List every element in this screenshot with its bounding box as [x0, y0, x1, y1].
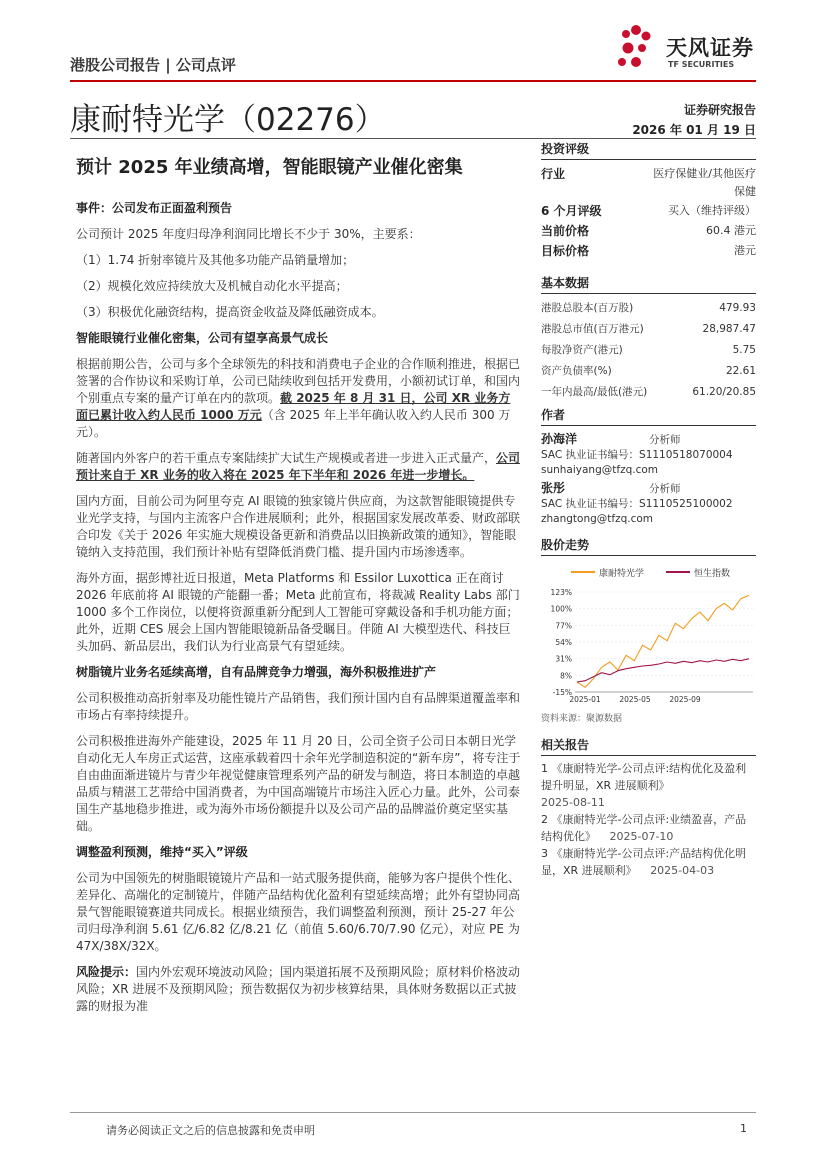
rating-box [541, 140, 756, 261]
paragraph: 公司积极推动高折射率及功能性镜片产品销售，我们预计国内自有品牌渠道覆盖率和市场占有率持续提升。 [76, 691, 521, 722]
title-rule [70, 138, 756, 139]
paragraph [76, 356, 522, 441]
main-body [76, 200, 522, 1024]
legend-label: 恒生指数 [694, 569, 731, 579]
paragraph: 公司预计 2025 年度归母净利润同比增长不少于 30%，主要系： [76, 227, 421, 241]
related-date: 2025-04-03 [650, 864, 715, 877]
x-tick-label: 2025-05 [619, 695, 651, 704]
basic-key: 资产负债率(%) [541, 365, 612, 377]
y-tick-label: 77% [555, 621, 572, 631]
basic-data-box [541, 274, 756, 403]
rating-key: 当前价格 [541, 224, 590, 238]
y-tick-label: 100% [550, 604, 572, 614]
paragraph: （2）规模化效应持续放大及机械自动化水平提高； [76, 279, 348, 293]
author-sac: SAC 执业证书编号：S1110518070004 [541, 449, 733, 461]
author-entry [541, 432, 756, 478]
basic-key: 一年内最高/最低(港元) [541, 386, 648, 398]
risk-label: 风险提示： [76, 965, 137, 979]
paragraph: （3）积极优化融资结构，提高资金收益及降低融资成本。 [76, 305, 384, 319]
related-item[interactable] [541, 811, 756, 845]
section-heading: 树脂镜片业务名延续高增，自有品牌竞争力增强，海外积极推进扩产 [76, 665, 437, 679]
basic-row [541, 340, 756, 361]
related-reports-box [541, 736, 756, 879]
basic-data-title: 基本数据 [541, 274, 756, 294]
chart-source: 资料来源：聚源数据 [541, 714, 623, 724]
author-name: 孙海洋 [541, 432, 578, 446]
paragraph: 海外方面，据彭博社近日报道，Meta Platforms 和 Essilor Luxottica 正在商讨 2026 年底前将 AI 眼镜的产能翻一番；Meta 此前宣布，将裁减 Reality Labs 部门 1000 多个工作岗位，以便将资源重新分配到人工智能可穿戴设备和手机功能方面；此外，近期 CES 展会上国内智能眼镜新品备受瞩目。伴随 AI 大模型迭代、科技巨头加码、新品层出，我们认为行业高景气有望延续。 [76, 571, 520, 653]
report-date: 2026 年 01 月 19 日 [632, 123, 756, 137]
basic-value: 28,987.47 [702, 323, 756, 335]
related-title: 相关报告 [541, 736, 756, 756]
basic-value: 61.20/20.85 [692, 386, 756, 398]
logo-text: 天风证券 [666, 36, 754, 60]
highlight-text: 截 2025 年 8 月 31 日，公司 XR 业务方面已累计收入约人民币 1000 万元 [76, 391, 511, 422]
y-tick-label: 8% [560, 671, 572, 681]
index-line [577, 659, 749, 682]
rating-value: 港元 [734, 244, 756, 257]
footer-rule [70, 1112, 756, 1113]
related-item[interactable] [541, 760, 756, 811]
legend-label: 康耐特光学 [599, 569, 645, 579]
paragraph: 公司积极推进海外产能建设，2025 年 11 月 20 日，公司全资子公司日本朝日光学自动化无人车房正式运营，这座承载着四十余年光学制造积淀的“新车房”，将专注于自由曲面渐进镜片与青少年视觉健康管理系列产品的研发与制造，将日本制造的卓越品质与精湛工艺带给中国消费者，为中国高端镜片市场注入匠心力量。此外，公司泰国生产基地稳步推进，或为海外市场份额提升以及公司产品的品牌溢价奠定坚实基础。 [76, 734, 521, 833]
risk-paragraph [76, 964, 522, 1015]
rating-key: 目标价格 [541, 244, 590, 258]
y-tick-label: -15% [552, 688, 572, 697]
stock-chart [541, 564, 756, 709]
related-item[interactable] [541, 845, 756, 879]
author-role: 分析师 [649, 434, 681, 446]
related-text: 3 《康耐特光学-公司点评:产品结构优化明显，XR 进展顺利》 [541, 847, 747, 877]
y-tick-label: 54% [555, 638, 572, 647]
report-type: 证券研究报告 [683, 103, 756, 117]
related-date: 2025-07-10 [609, 830, 674, 843]
paragraph-text: 随著国内外客户的若干重点专案陆续扩大试生产规模或者进一步进入正式量产， [76, 451, 497, 465]
section-heading: 智能眼镜行业催化密集，公司有望享高景气成长 [76, 331, 329, 345]
author-email[interactable]: zhangtong@tfzq.com [541, 513, 654, 525]
authors-title: 作者 [541, 406, 756, 426]
paragraph: 国内方面，目前公司为阿里夸克 AI 眼镜的独家镜片供应商，为这款智能眼镜提供专业光学支持，与国内主流客户合作进展顺利；此外，根据国家发展改革委、财政部联合印发《关于 2026 年实施大规模设备更新和消费品以旧换新政策的通知》，智能眼镜纳入支持范围，我们预计补贴有望降低消费门槛、提升国内市场渗透率。 [76, 494, 521, 559]
rating-row [541, 164, 756, 201]
stock-chart-title: 股价走势 [541, 536, 756, 556]
breadcrumb: 港股公司报告 | 公司点评 [70, 56, 236, 74]
paragraph: （1）1.74 折射率镜片及其他多功能产品销量增加； [76, 253, 355, 267]
rating-row [541, 201, 756, 221]
paragraph-text: （含 2025 年上半年确认收入约人民币 300 万元）。 [76, 408, 511, 439]
author-email[interactable]: sunhaiyang@tfzq.com [541, 464, 659, 476]
logo-subtitle: TF SECURITIES [668, 60, 735, 69]
basic-key: 港股总股本(百万股) [541, 302, 634, 314]
related-date: 2025-08-11 [541, 796, 605, 809]
section-heading: 事件：公司发布正面盈利预告 [76, 201, 233, 215]
highlight-text: 公司预计来自于 XR 业务的收入将在 2025 年下半年和 2026 年进一步增长。 [76, 451, 521, 482]
basic-key: 港股总市值(百万港元) [541, 323, 644, 335]
related-text: 2 《康耐特光学-公司点评:业绩盈喜，产品结构优化》 [541, 813, 747, 843]
company-title: 康耐特光学（02276） [70, 102, 386, 138]
basic-row [541, 319, 756, 340]
rating-key: 6 个月评级 [541, 204, 602, 218]
headline: 预计 2025 年业绩高增，智能眼镜产业催化密集 [76, 157, 463, 178]
basic-value: 22.61 [725, 365, 756, 377]
risk-text: 国内外宏观环境波动风险；国内渠道拓展不及预期风险；原材料价格波动风险；XR 进展不及预期风险；预告数据仅为初步核算结果，具体财务数据以正式披露的财报为准 [76, 965, 521, 1013]
page-number: 1 [740, 1122, 747, 1135]
rating-key: 行业 [541, 167, 566, 181]
rating-value: 60.4 港元 [706, 224, 756, 237]
author-sac: SAC 执业证书编号：S1110525100002 [541, 498, 733, 510]
authors-box [541, 406, 756, 527]
basic-row [541, 298, 756, 319]
footer-disclaimer[interactable]: 请务必阅读正文之后的信息披露和免责申明 [106, 1124, 315, 1137]
paragraph-text: 根据前期公告，公司与多个全球领先的科技和消费电子企业的合作顺利推进，根据已签署的合作协议和采购订单，公司已陆续收到包括开发费用，小额初试订单，和国内个别重点专案的量产订单在内的款项。 [76, 357, 521, 405]
author-role: 分析师 [649, 483, 681, 495]
basic-value: 479.93 [719, 302, 756, 314]
author-name: 张彤 [541, 481, 566, 495]
basic-row [541, 382, 756, 403]
header-rule [70, 80, 756, 82]
y-tick-label: 123% [550, 588, 572, 597]
paragraph: 公司为中国领先的树脂眼镜镜片产品和一站式服务提供商，能够为客户提供个性化、差异化、高端化的定制镜片，伴随产品结构优化盈利有望延续高增；此外有望协同高景气智能眼镜赛道共同成长。根据业绩预告，我们调整盈利预测，预计 25-27 年公司归母净利润 5.61 亿/6.82 亿/8.21 亿（前值 5.60/6.70/7.90 亿元），对应 PE 为 47X/38X/32X。 [76, 871, 521, 953]
basic-value: 5.75 [732, 344, 756, 356]
rating-value: 买入（维持评级） [668, 204, 756, 217]
x-tick-label: 2025-09 [669, 695, 701, 704]
rating-row [541, 221, 756, 241]
y-tick-label: 31% [555, 654, 572, 664]
related-text: 1 《康耐特光学-公司点评:结构优化及盈利提升明显，XR 进展顺利》 [541, 762, 747, 792]
stock-chart-box [541, 536, 756, 724]
x-tick-label: 2025-01 [569, 695, 601, 704]
basic-key: 每股净资产(港元) [541, 344, 623, 356]
author-entry [541, 481, 756, 527]
rating-value: 医疗保健业/其他医疗保健 [653, 167, 756, 198]
paragraph [76, 450, 522, 484]
rating-row [541, 241, 756, 261]
basic-row [541, 361, 756, 382]
rating-title: 投资评级 [541, 140, 756, 160]
section-heading: 调整盈利预测，维持“买入”评级 [76, 845, 248, 859]
